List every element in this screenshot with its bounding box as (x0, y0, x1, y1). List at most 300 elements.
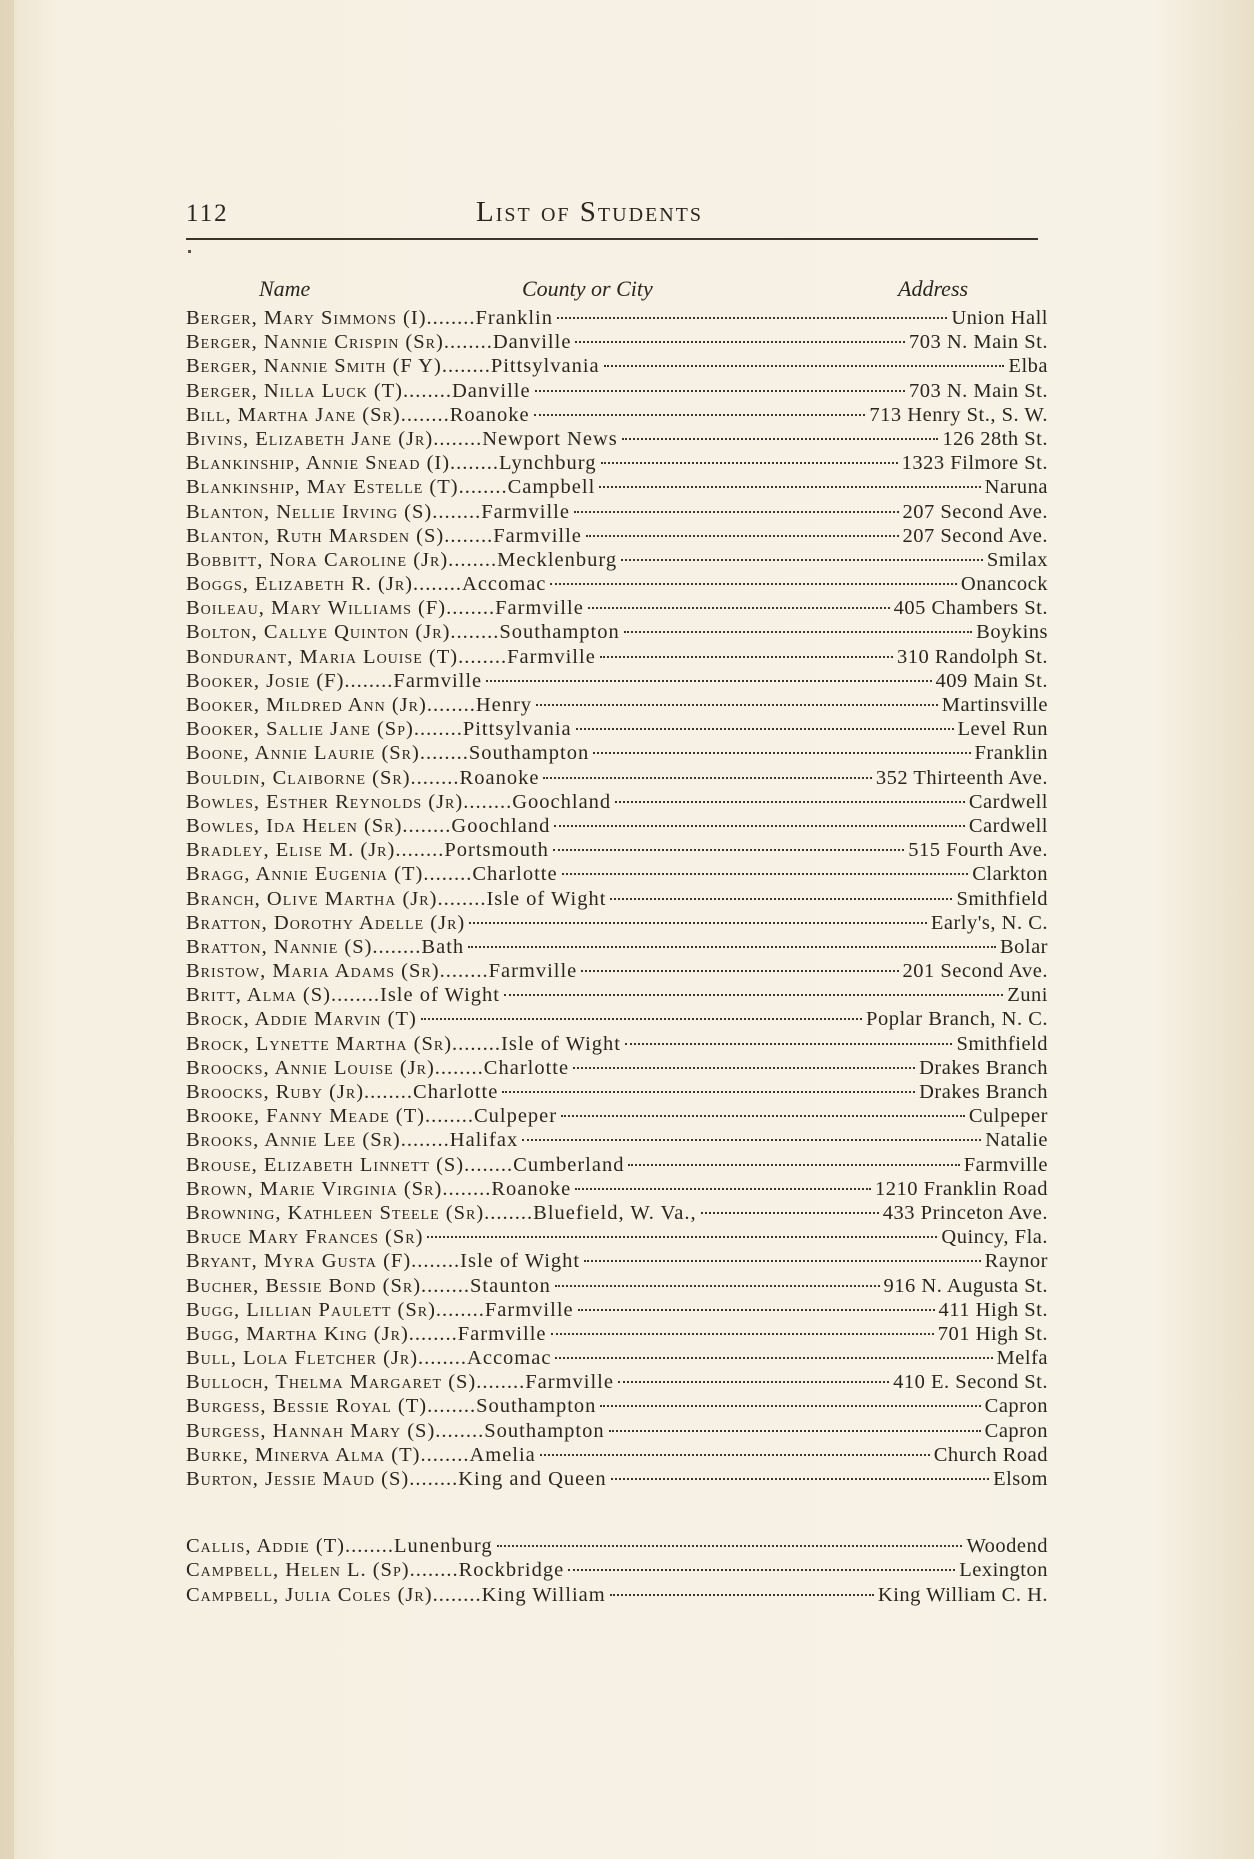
student-entry (186, 1225, 1048, 1249)
student-name: Bolton, Callye Quinton (Jr) (186, 621, 451, 644)
leader-line (551, 1333, 934, 1335)
student-entry (186, 790, 1048, 814)
leader-line (575, 1188, 871, 1190)
student-county: Amelia (469, 1443, 536, 1466)
student-entry (186, 1467, 1048, 1491)
leader-dots: ........ (458, 645, 508, 668)
student-address: 515 Fourth Ave. (908, 839, 1048, 862)
student-address: 207 Second Ave. (902, 524, 1048, 547)
student-entry (186, 1032, 1048, 1056)
leader-dots: ........ (437, 887, 487, 910)
leader-line (628, 1164, 959, 1166)
student-county: Farmville (495, 597, 584, 620)
student-county: Pittsylvania (490, 355, 600, 378)
student-county: Rockbridge (458, 1559, 565, 1582)
leader-dots: ........ (420, 1443, 470, 1466)
leader-line (600, 656, 893, 658)
leader-dots: ........ (400, 403, 450, 426)
student-name: Burgess, Bessie Royal (T) (186, 1395, 428, 1418)
leader-line (540, 1454, 930, 1456)
student-county: Staunton (470, 1274, 551, 1297)
student-address: King William C. H. (877, 1583, 1048, 1606)
student-name: Boone, Annie Laurie (Sr) (186, 742, 420, 765)
student-county: Isle of Wight (460, 1250, 581, 1273)
student-county: Accomac (462, 573, 547, 596)
student-entry (186, 814, 1048, 838)
student-entry (186, 620, 1048, 644)
leader-line (625, 1043, 952, 1045)
leader-dots: ........ (372, 935, 422, 958)
student-name: Brooks, Annie Lee (Sr) (186, 1129, 401, 1152)
student-address: 409 Main St. (935, 669, 1048, 692)
student-county: Mecklenburg (497, 548, 618, 571)
student-address: 411 High St. (938, 1298, 1048, 1321)
leader-dots: ........ (433, 427, 483, 450)
student-address: 433 Princeton Ave. (882, 1201, 1048, 1224)
student-name: Broocks, Ruby (Jr) (186, 1081, 365, 1103)
student-address: Franklin (974, 742, 1048, 765)
student-county: Henry (475, 694, 533, 716)
leader-line (557, 317, 947, 319)
student-entry (186, 1370, 1048, 1394)
leader-line (611, 1478, 990, 1480)
student-entry (186, 354, 1048, 378)
leader-line (486, 680, 931, 682)
leader-dots: ........ (418, 1347, 468, 1370)
leader-line (504, 994, 1003, 996)
student-address: Smithfield (956, 887, 1048, 910)
student-entry (186, 1419, 1048, 1443)
leader-dots: ........ (395, 839, 445, 862)
student-entry (186, 911, 1048, 935)
student-name: Bondurant, Maria Louise (T) (186, 645, 459, 668)
student-county: Farmville (481, 500, 570, 523)
student-county: Pittsylvania (462, 718, 572, 741)
student-address: Capron (984, 1419, 1048, 1442)
student-entry (186, 645, 1048, 669)
leader-line (553, 849, 904, 851)
leader-line (584, 1260, 981, 1262)
leader-dots: ........ (434, 1056, 484, 1079)
page-title: List of Students (476, 196, 704, 228)
leader-line (610, 1594, 874, 1596)
student-name: Callis, Addie (T) (186, 1535, 345, 1558)
student-name: Boileau, Mary Williams (F) (186, 597, 447, 620)
student-address: Culpeper (968, 1105, 1048, 1128)
student-entry (186, 1128, 1048, 1152)
student-name: Blankinship, Annie Snead (I) (186, 452, 451, 475)
student-name: Bull, Lola Fletcher (Jr) (186, 1347, 419, 1370)
leader-dots: ........ (444, 524, 494, 547)
leader-dots: ........ (432, 1583, 482, 1606)
student-name: Berger, Mary Simmons (I) (186, 307, 427, 329)
leader-dots: ........ (450, 621, 500, 644)
leader-dots: ........ (400, 1129, 450, 1152)
student-entry (186, 959, 1048, 983)
leader-dots: ........ (432, 500, 482, 523)
leader-line (618, 1381, 889, 1383)
student-name: Branch, Olive Martha (Jr) (186, 887, 438, 910)
student-name: Bowles, Esther Reynolds (Jr) (186, 790, 464, 813)
leader-dots: ........ (441, 355, 491, 378)
student-entry (186, 669, 1048, 693)
student-name: Bobbitt, Nora Caroline (Jr) (186, 548, 449, 571)
student-entry (186, 983, 1048, 1007)
student-entry (186, 330, 1048, 354)
leader-line (573, 1067, 915, 1069)
leader-line (588, 607, 890, 609)
student-entry (186, 1583, 1048, 1607)
student-address: Boykins (976, 621, 1048, 644)
leader-dots: ........ (450, 452, 500, 475)
leader-dots: ........ (443, 331, 493, 354)
student-entry (186, 766, 1048, 790)
student-entry (186, 717, 1048, 741)
student-name: Bristow, Maria Adams (Sr) (186, 960, 440, 983)
student-county: Cumberland (513, 1153, 625, 1176)
leader-dots: ........ (448, 548, 498, 571)
student-name: Booker, Josie (F) (186, 669, 345, 692)
student-entry (186, 935, 1048, 959)
student-entry (186, 427, 1048, 451)
student-address: 126 28th St. (942, 427, 1048, 450)
leader-line (624, 631, 972, 633)
student-address: 703 N. Main St. (908, 379, 1048, 402)
student-entry (186, 1274, 1048, 1298)
student-address: 916 N. Augusta St. (883, 1274, 1048, 1297)
student-entry (186, 838, 1048, 862)
student-entry (186, 741, 1048, 765)
student-entry (186, 379, 1048, 403)
student-county: Roanoke (449, 403, 530, 426)
leader-line (599, 486, 980, 488)
student-name: Burton, Jessie Maud (S) (186, 1468, 410, 1490)
student-county: Isle of Wight (380, 984, 500, 1007)
student-entry (186, 548, 1048, 572)
student-address: Raynor (984, 1250, 1048, 1273)
student-name: Campbell, Helen L. (Sp) (186, 1559, 410, 1582)
student-name: Boggs, Elizabeth R. (Jr) (186, 573, 414, 596)
leader-dots: ........ (419, 742, 469, 765)
leader-dots: ........ (442, 1177, 492, 1200)
student-name: Brock, Addie Marvin (T) (186, 1008, 417, 1031)
leader-line (534, 414, 866, 416)
leader-dots: ........ (409, 1468, 459, 1490)
student-address: 1210 Franklin Road (875, 1177, 1048, 1200)
leader-line (586, 535, 899, 537)
student-county: Charlotte (472, 863, 558, 886)
student-entry (186, 1080, 1048, 1104)
student-county: Isle of Wight (486, 887, 607, 910)
student-county: Southampton (499, 621, 620, 644)
page-edge-shadow (0, 0, 14, 1859)
student-address: 352 Thirteenth Ave. (875, 766, 1048, 789)
student-address: Elba (1008, 355, 1048, 378)
student-entry (186, 862, 1048, 886)
ink-dot (188, 250, 191, 253)
student-county: Farmville (488, 960, 578, 983)
leader-line (561, 1115, 965, 1117)
student-address: Drakes Branch (919, 1081, 1048, 1103)
student-entry (186, 524, 1048, 548)
student-entry (186, 887, 1048, 911)
student-county: Halifax (449, 1129, 519, 1152)
column-headers (186, 276, 1046, 306)
student-address: Early's, N. C. (930, 911, 1048, 934)
leader-dots: ........ (410, 766, 460, 789)
leader-line (609, 1430, 981, 1432)
student-entry (186, 1443, 1048, 1467)
student-county: Southampton (468, 742, 590, 765)
student-address: 1323 Filmore St. (901, 452, 1048, 475)
page-header (186, 196, 1036, 240)
student-address: Union Hall (951, 307, 1048, 329)
leader-line (421, 1018, 862, 1020)
leader-dots: ........ (331, 984, 380, 1007)
student-name: Brown, Marie Virginia (Sr) (186, 1177, 443, 1200)
student-name: Britt, Alma (S) (186, 984, 331, 1007)
student-county: Farmville (525, 1371, 614, 1394)
student-address: 405 Chambers St. (893, 597, 1048, 620)
student-address: 207 Second Ave. (902, 500, 1048, 523)
student-county: King and Queen (458, 1468, 607, 1490)
student-entry (186, 1007, 1048, 1031)
leader-line (554, 825, 964, 827)
student-address: Natalie (985, 1129, 1048, 1152)
student-county: Farmville (493, 524, 582, 547)
student-entry (186, 500, 1048, 524)
student-name: Bruce Mary Frances (Sr) (186, 1226, 424, 1249)
leader-line (468, 946, 996, 948)
student-name: Bulloch, Thelma Margaret (S) (186, 1371, 477, 1394)
student-county: Newport News (482, 427, 618, 450)
student-name: Bragg, Annie Eugenia (T) (186, 863, 424, 886)
student-entry (186, 1249, 1048, 1273)
student-county: Roanoke (459, 766, 540, 789)
leader-dots: ........ (427, 1395, 477, 1418)
student-county: Danville (452, 379, 531, 402)
student-name: Booker, Sallie Jane (Sp) (186, 718, 414, 741)
leader-line (610, 898, 952, 900)
leader-dots: ........ (421, 1274, 471, 1297)
leader-dots: ........ (464, 1153, 514, 1176)
student-county: King William (481, 1583, 606, 1606)
leader-dots: ........ (424, 1105, 474, 1128)
student-county: Danville (492, 331, 572, 354)
leader-line (555, 1357, 992, 1359)
student-county: Charlotte (413, 1081, 499, 1103)
column-header-county: County or City (522, 276, 653, 301)
leader-dots: ........ (426, 694, 476, 716)
leader-dots: ........ (408, 1322, 458, 1345)
student-name: Brouse, Elizabeth Linnett (S) (186, 1153, 465, 1176)
student-name: Brooke, Fanny Meade (T) (186, 1105, 425, 1128)
leader-dots: ........ (452, 1032, 502, 1055)
student-name: Bryant, Myra Gusta (F) (186, 1250, 412, 1273)
student-address: Farmville (963, 1153, 1048, 1176)
leader-line (555, 1285, 880, 1287)
student-entry (186, 596, 1048, 620)
student-entry (186, 1177, 1048, 1201)
leader-line (575, 341, 905, 343)
leader-dots: ........ (345, 1535, 394, 1558)
student-address: Cardwell (968, 790, 1048, 813)
student-entry (186, 403, 1048, 427)
student-county: Goochland (512, 790, 612, 813)
leader-dots: ........ (402, 814, 452, 837)
student-name: Bowles, Ida Helen (Sr) (186, 814, 403, 837)
student-address: Zuni (1007, 984, 1048, 1007)
student-address: Cardwell (968, 814, 1048, 837)
student-address: Lexington (959, 1559, 1048, 1582)
student-name: Bucher, Bessie Bond (Sr) (186, 1274, 422, 1297)
student-name: Booker, Mildred Ann (Jr) (186, 694, 427, 716)
student-address: 713 Henry St., S. W. (869, 403, 1048, 426)
leader-line (502, 1091, 915, 1093)
student-name: Bratton, Dorothy Adelle (Jr) (186, 911, 466, 934)
student-entry (186, 1322, 1048, 1346)
student-name: Berger, Nannie Smith (F Y) (186, 355, 442, 378)
leader-dots: ........ (344, 669, 394, 692)
student-address: Woodend (966, 1535, 1048, 1558)
student-name: Blanton, Nellie Irving (S) (186, 500, 433, 523)
leader-line (522, 1139, 981, 1141)
student-address: 201 Second Ave. (902, 960, 1048, 983)
student-address: Clarkton (972, 863, 1048, 886)
student-name: Bradley, Elise M. (Jr) (186, 839, 396, 862)
student-county: Culpeper (473, 1105, 558, 1128)
student-county: Lynchburg (499, 452, 597, 475)
student-name: Bugg, Martha King (Jr) (186, 1322, 409, 1345)
student-county: Lunenburg (394, 1535, 493, 1558)
leader-dots: ........ (364, 1081, 414, 1103)
leader-line (574, 511, 899, 513)
leader-dots: ........ (435, 1298, 485, 1321)
leader-line (578, 1309, 935, 1311)
student-entry (186, 1558, 1048, 1582)
student-entry (186, 1201, 1048, 1225)
leader-dots: ........ (411, 1250, 461, 1273)
student-address: Onancock (960, 573, 1048, 596)
leader-line (601, 462, 898, 464)
student-county: Accomac (467, 1347, 552, 1370)
student-name: Berger, Nilla Luck (T) (186, 379, 403, 402)
leader-line (536, 704, 938, 706)
student-county: Campbell (507, 476, 596, 499)
student-name: Browning, Kathleen Steele (Sr) (186, 1201, 485, 1224)
leader-dots: ........ (409, 1559, 459, 1582)
student-county: Bath (421, 935, 465, 958)
leader-dots: ........ (426, 307, 476, 329)
student-name: Bugg, Lillian Paulett (Sr) (186, 1298, 436, 1321)
student-address: Smithfield (956, 1032, 1048, 1055)
student-entry (186, 693, 1048, 717)
student-county: Portsmouth (444, 839, 549, 862)
student-name: Blankinship, May Estelle (T) (186, 476, 459, 499)
student-entry (186, 1104, 1048, 1128)
student-entry (186, 1298, 1048, 1322)
student-name: Blanton, Ruth Marsden (S) (186, 524, 445, 547)
leader-line (621, 559, 983, 561)
leader-line (600, 1405, 980, 1407)
leader-dots: ........ (435, 1419, 485, 1442)
leader-line (593, 752, 970, 754)
student-entry (186, 572, 1048, 596)
header-rule (186, 238, 1038, 240)
student-address: Smilax (986, 548, 1048, 571)
student-list (186, 306, 1048, 1607)
student-county: Farmville (393, 669, 483, 692)
section-gap (186, 1491, 1048, 1534)
student-address: 701 High St. (937, 1322, 1048, 1345)
student-county: Goochland (451, 814, 551, 837)
leader-line (427, 1236, 937, 1238)
student-name: Burke, Minerva Alma (T) (186, 1443, 421, 1466)
student-name: Brock, Lynette Martha (Sr) (186, 1032, 453, 1055)
column-header-name: Name (259, 276, 311, 301)
student-address: Melfa (996, 1347, 1048, 1370)
leader-line (576, 728, 954, 730)
leader-line (497, 1545, 963, 1547)
page-number: 112 (186, 200, 229, 227)
student-name: Burgess, Hannah Mary (S) (186, 1419, 436, 1442)
leader-dots: ........ (458, 476, 508, 499)
leader-dots: ........ (446, 597, 496, 620)
student-name: Bill, Martha Jane (Sr) (186, 403, 401, 426)
student-name: Broocks, Annie Louise (Jr) (186, 1056, 435, 1079)
leader-dots: ........ (463, 790, 513, 813)
student-county: Bluefield, W. Va., (533, 1201, 697, 1224)
leader-line (581, 970, 898, 972)
student-name: Bratton, Nannie (S) (186, 935, 373, 958)
student-name: Campbell, Julia Coles (Jr) (186, 1583, 433, 1606)
student-county: Charlotte (483, 1056, 570, 1079)
student-county: Farmville (484, 1298, 574, 1321)
student-address: Level Run (957, 718, 1048, 741)
student-address: Capron (984, 1395, 1048, 1418)
leader-line (622, 438, 939, 440)
leader-line (550, 583, 956, 585)
student-address: 703 N. Main St. (908, 331, 1048, 354)
leader-line (604, 365, 1005, 367)
leader-line (701, 1212, 879, 1214)
student-county: Farmville (457, 1322, 547, 1345)
student-name: Bivins, Elizabeth Jane (Jr) (186, 427, 434, 450)
student-address: Church Road (933, 1443, 1048, 1466)
student-name: Berger, Nannie Crispin (Sr) (186, 331, 444, 354)
leader-line (562, 873, 969, 875)
student-name: Bouldin, Claiborne (Sr) (186, 766, 411, 789)
student-address: Naruna (984, 476, 1048, 499)
student-entry (186, 306, 1048, 330)
student-entry (186, 1346, 1048, 1370)
student-address: Bolar (999, 935, 1048, 958)
leader-dots: ........ (439, 960, 489, 983)
leader-dots: ........ (423, 863, 473, 886)
student-address: Elsom (993, 1468, 1048, 1490)
leader-dots: ........ (476, 1371, 526, 1394)
leader-dots: ........ (484, 1201, 534, 1224)
leader-line (568, 1569, 955, 1571)
student-county: Franklin (475, 307, 553, 329)
student-address: Drakes Branch (919, 1056, 1048, 1079)
leader-dots: ........ (403, 379, 452, 402)
student-entry (186, 1394, 1048, 1418)
student-county: Southampton (484, 1419, 605, 1442)
student-entry (186, 1153, 1048, 1177)
student-entry (186, 475, 1048, 499)
column-header-address: Address (898, 276, 969, 301)
